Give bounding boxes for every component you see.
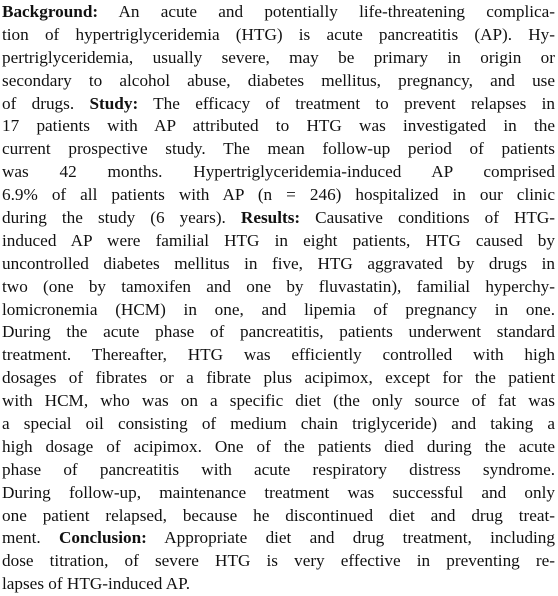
abstract-line (2, 253, 555, 276)
abstract-text: lomicronemia (HCM) in one, and lipemia of pregnancy in one. (2, 299, 555, 319)
abstract-line (2, 24, 555, 47)
abstract-text: was 42 months. Hypertriglyceridemia-induced AP comprised (2, 162, 555, 182)
section-label: Results: (240, 208, 301, 228)
abstract-line (2, 459, 555, 482)
abstract-line (2, 321, 555, 344)
abstract-line (2, 413, 555, 436)
abstract-line (2, 527, 555, 550)
abstract-text: The efficacy of treatment to prevent relapses in (138, 93, 555, 113)
abstract-body (2, 1, 555, 596)
abstract-text: Appropriate diet and drug treatment, including (146, 528, 555, 548)
abstract-line (2, 367, 555, 390)
section-label: Conclusion: (58, 528, 147, 548)
abstract-line (2, 230, 555, 253)
abstract-line (2, 1, 555, 24)
abstract-line (2, 207, 555, 230)
section-label: Background: (2, 2, 99, 21)
abstract-line (2, 47, 555, 70)
abstract-line (2, 299, 555, 322)
abstract-text: one patient relapsed, because he discontinued diet and drug treat- (2, 505, 555, 525)
abstract-line (2, 161, 555, 184)
abstract-text: with HCM, who was on a specific diet (the only source of fat was (2, 391, 555, 411)
abstract-line (2, 573, 555, 596)
abstract-text: current prospective study. The mean follow-up period of patients (2, 139, 555, 159)
abstract-text: two (one by tamoxifen and one by fluvastatin), familial hyperchy- (2, 276, 555, 296)
abstract-line (2, 550, 555, 573)
abstract-text: secondary to alcohol abuse, diabetes mellitus, pregnancy, and use (2, 70, 555, 90)
abstract-text: phase of pancreatitis with acute respiratory distress syndrome. (2, 459, 555, 479)
abstract-text: dosages of fibrates or a fibrate plus acipimox, except for the patient (2, 368, 555, 388)
abstract-text: 17 patients with AP attributed to HTG was investigated in the (2, 116, 555, 136)
abstract-text: induced AP were familial HTG in eight patients, HTG caused by (2, 230, 555, 250)
section-label: Study: (89, 93, 139, 113)
abstract-text: During the acute phase of pancreatitis, patients underwent standard (2, 322, 555, 342)
abstract-text: uncontrolled diabetes mellitus in five, HTG aggravated by drugs in (2, 253, 555, 273)
abstract-text: dose titration, of severe HTG is very effective in preventing re- (2, 551, 555, 571)
abstract-line (2, 184, 555, 207)
abstract-text: high dosage of acipimox. One of the patients died during the acute (2, 436, 555, 456)
abstract-text: of drugs. (2, 93, 90, 113)
abstract-text: lapses of HTG-induced AP. (2, 574, 191, 594)
abstract-text: tion of hypertriglyceridemia (HTG) is acute pancreatitis (AP). Hy- (2, 24, 555, 44)
abstract-line (2, 436, 555, 459)
abstract-line (2, 115, 555, 138)
abstract-line (2, 344, 555, 367)
abstract-text: a special oil consisting of medium chain triglyceride) and taking a (2, 414, 555, 434)
abstract-line (2, 505, 555, 528)
abstract-line (2, 390, 555, 413)
abstract-line (2, 276, 555, 299)
abstract-text: 6.9% of all patients with AP (n = 246) hospitalized in our clinic (2, 185, 555, 205)
abstract-line (2, 482, 555, 505)
abstract-text: ment. (2, 528, 59, 548)
abstract-text: treatment. Thereafter, HTG was efficiently controlled with high (2, 345, 555, 365)
abstract-text: An acute and potentially life-threatening complica- (98, 2, 555, 21)
abstract-line (2, 138, 555, 161)
abstract-line (2, 93, 555, 116)
abstract-text: pertriglyceridemia, usually severe, may be primary in origin or (2, 47, 555, 67)
abstract-text: during the study (6 years). (2, 208, 241, 228)
abstract-text: Causative conditions of HTG- (300, 208, 556, 228)
abstract-line (2, 70, 555, 93)
abstract-text: During follow-up, maintenance treatment was successful and only (2, 482, 555, 502)
